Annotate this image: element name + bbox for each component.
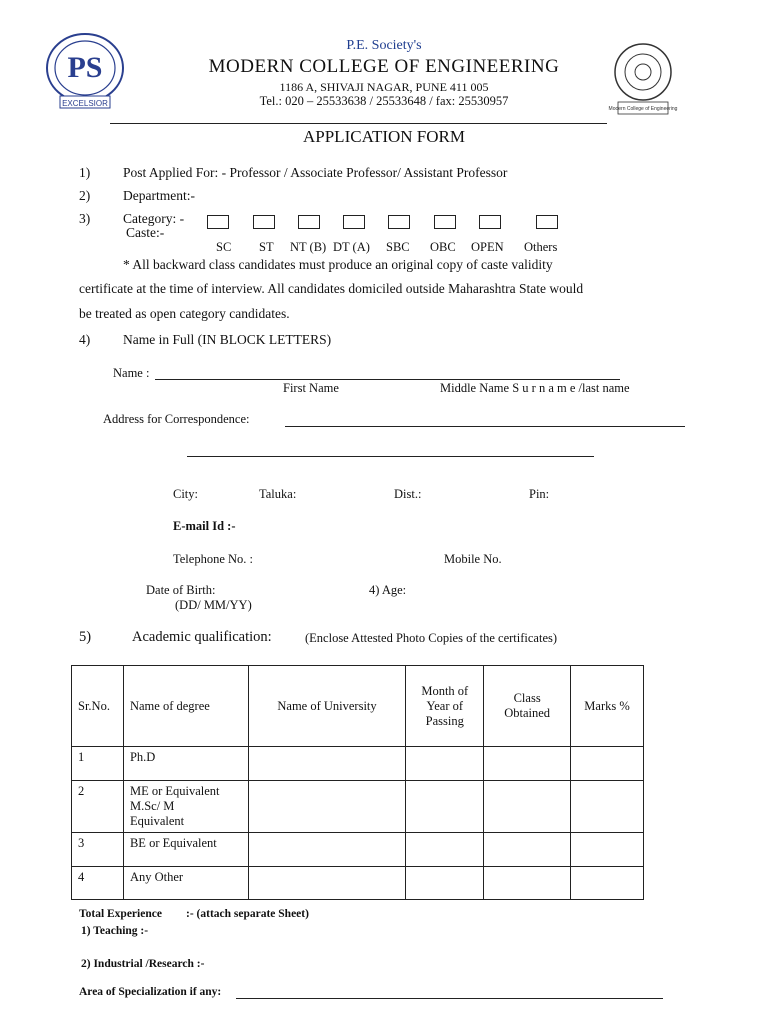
name-field-line[interactable] (155, 379, 620, 380)
header-month-year (406, 666, 484, 747)
q3-number: 3) (79, 211, 91, 226)
cell-sr: 2 (72, 781, 124, 833)
cell-class[interactable] (484, 747, 571, 781)
specialization-label: Area of Specialization if any: (79, 986, 222, 998)
table-row (72, 747, 644, 781)
checkbox-dt-a[interactable] (343, 215, 365, 229)
cell-university[interactable] (248, 781, 406, 833)
total-experience-label: Total Experience (79, 908, 162, 920)
q5-number: 5) (79, 629, 92, 645)
address-line-1[interactable] (285, 426, 685, 427)
checkbox-others[interactable] (536, 215, 558, 229)
checkbox-sbc[interactable] (388, 215, 410, 229)
header-sr-no: Sr.No. (72, 666, 124, 747)
city-label: City: (173, 487, 199, 501)
cell-passing[interactable] (406, 833, 484, 867)
cell-sr: 4 (72, 867, 124, 900)
header-month-line3: Passing (425, 713, 464, 728)
table-row (72, 867, 644, 900)
degree-line3: Equivalent (129, 814, 185, 828)
name-label: Name : (113, 366, 150, 380)
checkbox-open[interactable] (479, 215, 501, 229)
cell-degree (123, 781, 248, 833)
degree-line2: M.Sc/ M (129, 799, 175, 813)
header-class (484, 666, 571, 747)
q2-number: 2) (79, 188, 91, 203)
category-open: OPEN (471, 240, 504, 254)
academic-qualification-label: Academic qualification: (132, 629, 272, 645)
checkbox-st[interactable] (253, 215, 275, 229)
cell-degree: Any Other (123, 867, 248, 900)
caste-label: Caste:- (126, 225, 165, 240)
academic-qualification-note: (Enclose Attested Photo Copies of the certificates) (305, 631, 558, 645)
telephone-label: Telephone No. : (173, 552, 254, 566)
industrial-experience-label: 2) Industrial /Research :- (81, 958, 205, 970)
header-marks: Marks % (571, 666, 644, 747)
teaching-experience-label: 1) Teaching :- (81, 925, 149, 937)
cell-marks[interactable] (571, 867, 644, 900)
taluka-label: Taluka: (259, 487, 297, 501)
cell-university[interactable] (248, 747, 406, 781)
table-header-row (72, 666, 644, 747)
name-in-full-label: Name in Full (IN BLOCK LETTERS) (123, 332, 332, 347)
college-name: MODERN COLLEGE OF ENGINEERING (208, 56, 560, 77)
email-label: E-mail Id :- (173, 519, 236, 533)
college-contact: Tel.: 020 – 25533638 / 25533648 / fax: 25530957 (259, 94, 509, 108)
svg-text:PS: PS (67, 51, 103, 84)
cell-class[interactable] (484, 833, 571, 867)
header-month-line1: Month of (421, 683, 469, 698)
q1-number: 1) (79, 165, 91, 180)
cell-university[interactable] (248, 833, 406, 867)
svg-text:Modern College of Engineering: Modern College of Engineering (608, 106, 678, 112)
society-name: P.E. Society's (346, 38, 422, 53)
cell-sr: 1 (72, 747, 124, 781)
caste-note-line3: be treated as open category candidates. (79, 306, 290, 321)
cell-degree: Ph.D (123, 747, 248, 781)
header-university: Name of University (248, 666, 406, 747)
cell-marks[interactable] (571, 781, 644, 833)
cell-marks[interactable] (571, 747, 644, 781)
college-address: 1186 A, SHIVAJI NAGAR, PUNE 411 005 (279, 80, 489, 94)
header-divider (110, 123, 607, 124)
category-label: Category: - (123, 211, 185, 226)
specialization-line[interactable] (236, 998, 663, 999)
cell-university[interactable] (248, 867, 406, 900)
header-month-line2: Year of (426, 698, 464, 713)
header-class-line1: Class (513, 691, 541, 705)
header-class-line2: Obtained (504, 706, 551, 720)
category-sc: SC (216, 240, 232, 254)
post-applied-for: Post Applied For: - Professor / Associate Professor/ Assistant Professor (123, 165, 508, 180)
middle-last-name-caption: Middle Name S u r n a m e /last name (440, 381, 630, 395)
checkbox-obc[interactable] (434, 215, 456, 229)
dob-format: (DD/ MM/YY) (175, 598, 252, 612)
address-label: Address for Correspondence: (103, 412, 250, 426)
svg-text:EXCELSIOR: EXCELSIOR (62, 99, 108, 108)
first-name-caption: First Name (283, 381, 339, 395)
category-dt-a: DT (A) (333, 240, 370, 254)
cell-marks[interactable] (571, 833, 644, 867)
q4-number: 4) (79, 332, 91, 347)
form-title: APPLICATION FORM (303, 127, 465, 146)
header-degree: Name of degree (123, 666, 248, 747)
dist-label: Dist.: (394, 487, 422, 501)
cell-degree: BE or Equivalent (123, 833, 248, 867)
address-line-2[interactable] (187, 456, 594, 457)
cell-passing[interactable] (406, 747, 484, 781)
department-label: Department:- (123, 188, 195, 203)
mobile-label: Mobile No. (444, 552, 502, 566)
table-row (72, 833, 644, 867)
caste-note-line2: certificate at the time of interview. All candidates domiciled outside Maharashtra State would (79, 281, 584, 296)
category-st: ST (259, 240, 274, 254)
category-others: Others (524, 240, 558, 254)
table-row (72, 781, 644, 833)
cell-sr: 3 (72, 833, 124, 867)
age-label: 4) Age: (369, 583, 407, 597)
checkbox-sc[interactable] (207, 215, 229, 229)
academic-qualification-table (71, 665, 644, 900)
category-nt-b: NT (B) (290, 240, 327, 254)
degree-line1: ME or Equivalent (129, 784, 220, 798)
checkbox-nt-b[interactable] (298, 215, 320, 229)
caste-note-line1: * All backward class candidates must produce an original copy of caste validity (123, 257, 553, 272)
pin-label: Pin: (529, 487, 550, 501)
cell-passing[interactable] (406, 781, 484, 833)
cell-class[interactable] (484, 781, 571, 833)
cell-class[interactable] (484, 867, 571, 900)
category-obc: OBC (430, 240, 456, 254)
dob-label: Date of Birth: (146, 583, 216, 597)
category-sbc: SBC (386, 240, 410, 254)
attach-sheet-note: :- (attach separate Sheet) (186, 908, 309, 920)
cell-passing[interactable] (406, 867, 484, 900)
